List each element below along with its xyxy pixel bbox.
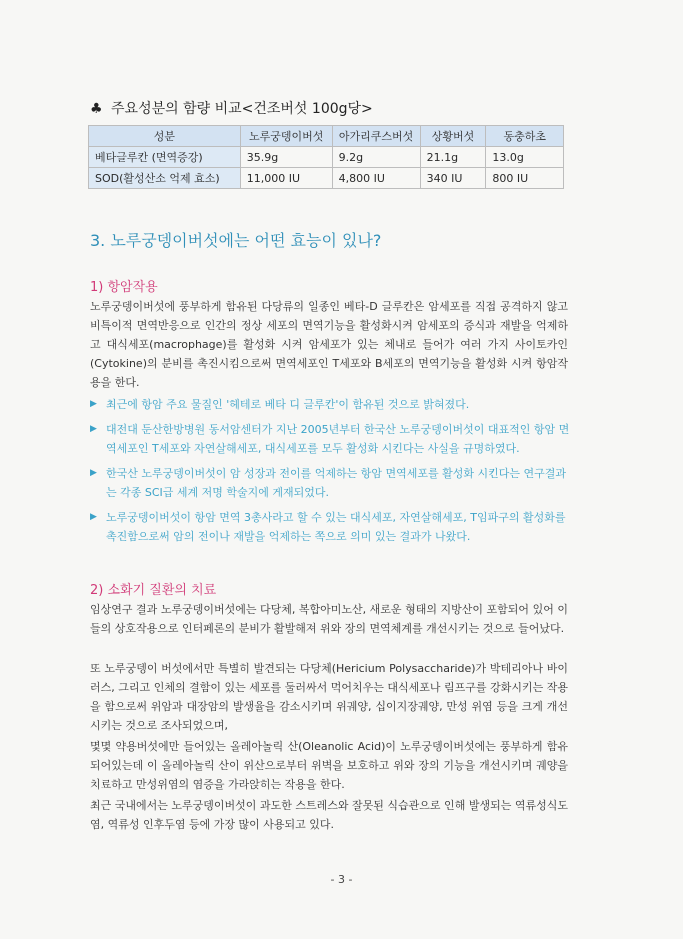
table-heading-text: 주요성분의 함량 비교<건조버섯 100g당> [111, 101, 373, 117]
section2-paragraph: 임상연구 결과 노루궁뎅이버섯에는 다당체, 복합아미노산, 새로운 형태의 지방산이 포함되어 있어 이들의 상호작용으로 인터페론의 분비가 활발해져 위와 장의 면역체계를 개선시키는 것으로 들어났다. [90, 603, 568, 635]
bullet-text: 최근에 항암 주요 물질인 '헤테로 베타 디 글루칸'이 함유된 것으로 밝혀졌다. [106, 398, 470, 411]
section1-title: 1) 항암작용 [90, 280, 158, 295]
section2-paragraph: 또 노루궁뎅이 버섯에서만 특별히 발견되는 다당체(Hericium Polysaccharide)가 박테리아나 바이러스, 그리고 인체의 결함이 있는 세포를 둘러싸서 먹어치우는 대식세포나 림프구를 강화시키는 작용을 함으로써 위암과 대장암의 발생율을 감소시키며 위궤양, 십이지장궤양, 만성 위염 등을 크게 개선시키는 것으로 조사되었으며, [90, 662, 568, 732]
table-cell: 13.0g [486, 147, 564, 168]
table-row [89, 147, 564, 168]
table-cell: 4,800 IU [332, 168, 420, 189]
page-number: - 3 - [330, 873, 353, 886]
table-cell: 800 IU [486, 168, 564, 189]
section2-paragraph: 몇몇 약용버섯에만 들어있는 올레아놀릭 산(Oleanolic Acid)이 노루궁뎅이버섯에는 풍부하게 함유되어있는데 이 올레아놀릭 산이 위산으로부터 위벽을 보호하고 위와 장의 기능을 개선시키며 궤양을 치료하고 만성위염의 염증을 가라앉히는 작용을 한다. [90, 740, 568, 791]
table-row [89, 168, 564, 189]
bullet-text: 대전대 둔산한방병원 동서암센터가 지난 2005년부터 한국산 노루궁뎅이버섯이 대표적인 항암 면역세포인 T세포와 자연살해세포, 대식세포를 모두 활성화 시킨다는 사실을 규명하였다. [106, 423, 570, 455]
table-header-row [89, 126, 564, 147]
header-cell: 성분 [89, 126, 241, 147]
triangle-bullet-icon: ▶ [90, 468, 97, 478]
table-cell: 340 IU [420, 168, 486, 189]
section1-paragraph: 노루궁뎅이버섯에 풍부하게 함유된 다당류의 일종인 베타-D 글루칸은 암세포를 직접 공격하지 않고 비특이적 면역반응으로 인간의 정상 세포의 면역기능을 활성화시켜 암세포의 증식과 재발을 억제하고 대식세포(macrophage)를 활성화 시켜 암세포가 있는 체내로 들어가 여러 가지 사이토카인(Cytokine)의 분비를 촉진시킴으로써 면역세포인 T세포와 B세포의 면역기능을 활성화 시켜 항암작용을 한다. [90, 300, 568, 389]
header-cell: 아가리쿠스버섯 [332, 126, 420, 147]
bullet-item [90, 420, 570, 458]
bullet-text: 한국산 노루궁뎅이버섯이 암 성장과 전이를 억제하는 항암 면역세포를 활성화 시킨다는 연구결과는 각종 SCI급 세계 저명 학술지에 게재되었다. [106, 467, 567, 499]
bullet-text: 노루궁뎅이버섯이 항암 면역 3총사라고 할 수 있는 대식세포, 자연살해세포, T임파구의 활성화를 촉진함으로써 암의 전이나 재발을 억제하는 쪽으로 의미 있는 결과가 나왔다. [106, 511, 566, 543]
bullet-item [90, 508, 570, 546]
header-cell: 노루궁뎅이버섯 [240, 126, 332, 147]
main-title: 3. 노루궁뎅이버섯에는 어떤 효능이 있나? [90, 231, 382, 250]
table-cell: 9.2g [332, 147, 420, 168]
table-cell: 35.9g [240, 147, 332, 168]
triangle-bullet-icon: ▶ [90, 399, 97, 409]
nutrient-comparison-table [88, 125, 564, 189]
row-label: 베타글루칸 (면역증강) [89, 147, 241, 168]
table-cell: 21.1g [420, 147, 486, 168]
section2-paragraph: 최근 국내에서는 노루궁뎅이버섯이 과도한 스트레스와 잘못된 식습관으로 인해 발생되는 역류성식도염, 역류성 인후두염 등에 가장 많이 사용되고 있다. [90, 799, 568, 831]
triangle-bullet-icon: ▶ [90, 424, 97, 434]
bullet-item [90, 464, 570, 502]
table-cell: 11,000 IU [240, 168, 332, 189]
bullet-item [90, 395, 570, 414]
header-cell: 상황버섯 [420, 126, 486, 147]
row-label: SOD(활성산소 억제 효소) [89, 168, 241, 189]
table-heading [90, 98, 373, 118]
section1-bullet-list [90, 395, 570, 552]
club-symbol: ♣ [90, 101, 103, 117]
triangle-bullet-icon: ▶ [90, 512, 97, 522]
section2-title: 2) 소화기 질환의 치료 [90, 583, 217, 598]
header-cell: 동충하초 [486, 126, 564, 147]
